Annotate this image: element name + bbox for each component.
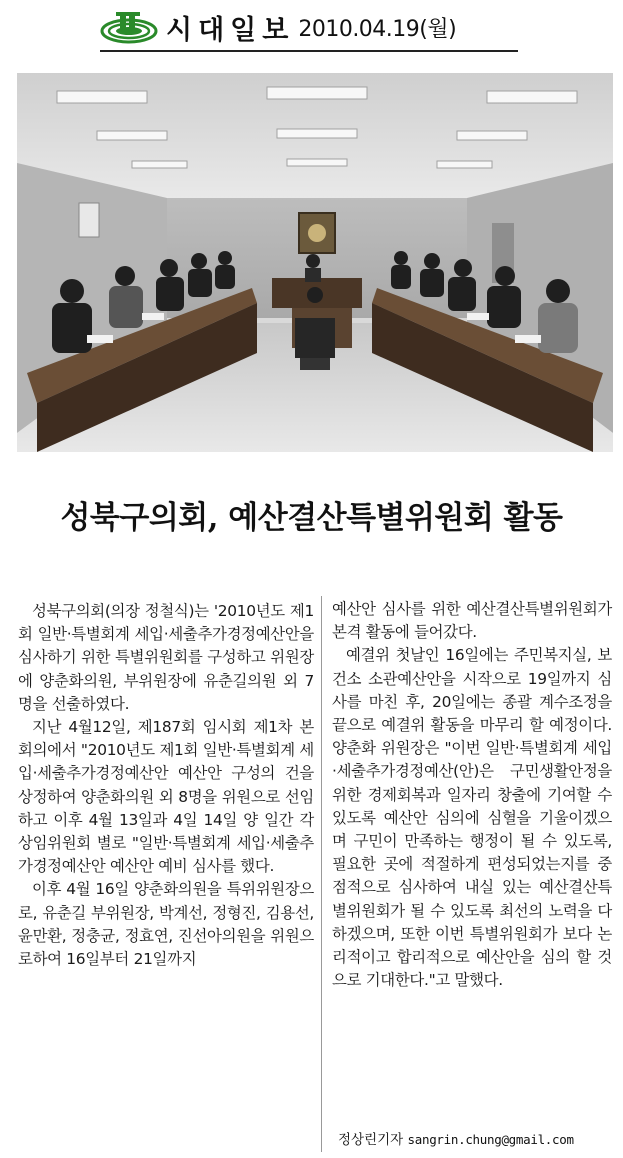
council-meeting-photo [17, 73, 613, 452]
column-divider [321, 596, 322, 1152]
byline-name: 정상린기자 [338, 1132, 404, 1148]
newspaper-logo-icon [100, 10, 158, 44]
byline-email: sangrin.chung@gmail.com [407, 1132, 574, 1147]
article-paragraph: 지난 4월12일, 제187회 임시회 제1차 본회의에서 "2010년도 제1회 일반·특별회계 세입·세출추가경정예산안 예산안 구성의 건을 상정하여 양춘화의원 외 8명을 위원으로 선임하고 이후 4월 13일과 4일 14일 양 일간 각 상임위원회 별로 "일반·특별회계 세입·세출추가경정예산안 예산안 예비 심사를 했다. [18, 718, 314, 876]
byline [338, 1128, 574, 1148]
paper-name: 시대일보 [166, 14, 295, 46]
issue-date: 2010.04.19(월) [298, 16, 457, 42]
masthead [100, 6, 518, 48]
masthead-rule [100, 50, 518, 52]
article-paragraph: 이후 4월 16일 양춘화의원을 특위위원장으로, 유춘길 부위원장, 박계선, 정형진, 김용선, 윤만환, 정충균, 정효연, 진선아의원을 위원으로하여 16일부터 21일까지 [18, 880, 314, 969]
article-headline: 성북구의회, 예산결산특별위원회 활동 [60, 500, 563, 536]
article-paragraph: 예산안 심사를 위한 예산결산특별위원회가 본격 활동에 들어갔다. [332, 600, 612, 642]
article-paragraph: 예결위 첫날인 16일에는 주민복지실, 보건소 소관예산안을 시작으로 19일까지 심사를 마친 후, 20일에는 종괄 계수조정을 끝으로 예결위 활동을 마무리 할 예정이다. 양춘화 위원장은 "이번 일반·특별회계 세입·세출추가경정예산(안)은 구민생활안정을 위한 경제회복과 일자리 창출에 기여할 수 있도록 예산안 심의에 심혈을 기울이겠으며 구민이 만족하는 행정이 될 수 있도록, 필요한 곳에 적절하게 편성되었는지를 중점적으로 심사하여 내실 있는 예산결산특별위원회가 될 수 있도록 최선의 노력을 다하겠으며, 또한 이번 특별위원회가 보다 논리적이고 합리적으로 예산안을 심의 할 것으로 기대한다."고 말했다. [332, 646, 612, 990]
article-column-left [18, 600, 314, 971]
article-column-right [332, 598, 612, 992]
article-paragraph: 성북구의회(의장 정철식)는 '2010년도 제1회 일반·특별회계 세입·세출추가경정예산안을 심사하기 위한 특별위원회를 구성하고 위원장에 양춘화의원, 부위원장에 유춘길의원 외 7명을 선출하였다. [18, 602, 314, 713]
